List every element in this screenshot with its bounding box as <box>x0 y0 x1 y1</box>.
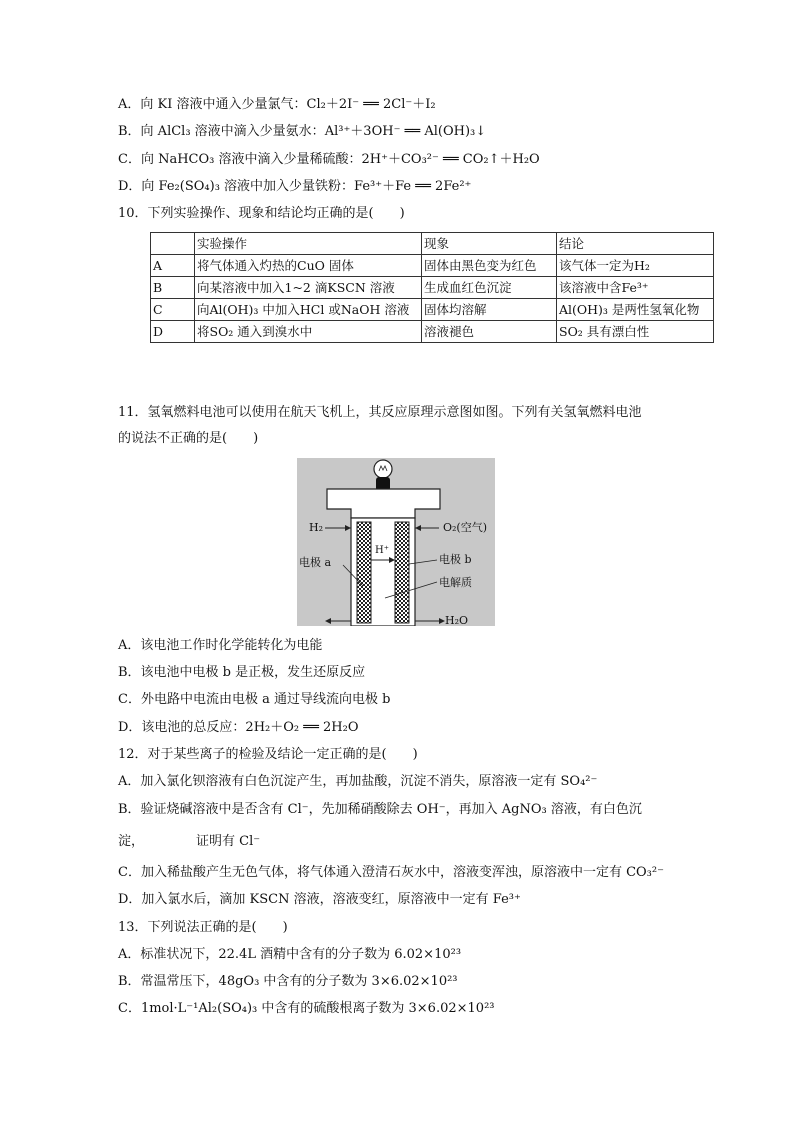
q13-stem: 13．下列说法正确的是( ) <box>118 920 288 935</box>
q11-stem-line1: 11．氢氧燃料电池可以使用在航天飞机上，其反应原理示意图如图。下列有关氢氧燃料电池 <box>118 405 642 420</box>
table-cell: 将SO₂ 通入到溴水中 <box>195 321 422 343</box>
table-header-cell: 实验操作 <box>195 233 422 255</box>
o2-label: O₂(空气) <box>443 521 488 534</box>
table-cell: 向Al(OH)₃ 中加入HCl 或NaOH 溶液 <box>195 299 422 321</box>
table-cell: 固体均溶解 <box>422 299 557 321</box>
electrode-b-label: 电极 b <box>439 553 472 566</box>
table-row <box>151 277 714 299</box>
q9-option-d <box>118 178 471 196</box>
table-cell: 该溶液中含Fe³⁺ <box>557 277 714 299</box>
table-cell: 生成血红色沉淀 <box>422 277 557 299</box>
q12-option-b-line1: B．验证烧碱溶液中是否含有 Cl⁻，先加稀硝酸除去 OH⁻，再加入 AgNO₃ 溶液，有白色沉 <box>118 802 642 817</box>
table-cell: 溶液褪色 <box>422 321 557 343</box>
q11-stem-line2: 的说法不正确的是( ) <box>118 431 259 446</box>
q10-experiment-table <box>150 232 714 343</box>
table-cell: A <box>151 255 195 277</box>
table-cell: Al(OH)₃ 是两性氢氧化物 <box>557 299 714 321</box>
table-header-cell <box>151 233 195 255</box>
table-cell: SO₂ 具有漂白性 <box>557 321 714 343</box>
table-cell: B <box>151 277 195 299</box>
q9-option-a-label: A．向 KI 溶液中通入少量氯气： <box>118 97 307 112</box>
electrolyte-label: 电解质 <box>439 576 472 589</box>
table-header-cell: 结论 <box>557 233 714 255</box>
q9-option-d-equation: Fe³⁺＋Fe ══ 2Fe²⁺ <box>354 179 472 194</box>
q9-option-c-equation: 2H⁺＋CO₃²⁻ ══ CO₂↑＋H₂O <box>361 152 540 167</box>
q9-option-a <box>118 96 436 114</box>
table-row <box>151 321 714 343</box>
table-cell: C <box>151 299 195 321</box>
table-cell: 该气体一定为H₂ <box>557 255 714 277</box>
table-cell: 向某溶液中加入1~2 滴KSCN 溶液 <box>195 277 422 299</box>
q13-option-b: B．常温常压下，48gO₃ 中含有的分子数为 3×6.02×10²³ <box>118 974 458 989</box>
q9-option-b-label: B．向 AlCl₃ 溶液中滴入少量氨水： <box>118 124 325 139</box>
q11-option-b: B．该电池中电极 b 是正极，发生还原反应 <box>118 665 366 680</box>
q12-option-b-line2-a: 淀， <box>118 834 145 849</box>
q12-option-a: A．加入氯化钡溶液有白色沉淀产生，再加盐酸，沉淀不消失，原溶液一定有 SO₄²⁻ <box>118 774 598 789</box>
q9-option-d-label: D．向 Fe₂(SO₄)₃ 溶液中加入少量铁粉： <box>118 179 355 194</box>
q12-option-b-line2 <box>118 833 260 851</box>
q9-option-c <box>118 151 540 169</box>
h2-label: H₂ <box>309 521 324 534</box>
q9-option-c-label: C．向 NaHCO₃ 溶液中滴入少量稀硫酸： <box>118 152 362 167</box>
fuel-cell-svg <box>297 458 495 626</box>
table-header-cell: 现象 <box>422 233 557 255</box>
table-header-row <box>151 233 714 255</box>
table-row <box>151 299 714 321</box>
fuel-cell-diagram <box>297 458 495 626</box>
q11-option-a: A．该电池工作时化学能转化为电能 <box>118 638 323 653</box>
q10-stem: 10．下列实验操作、现象和结论均正确的是( ) <box>118 206 405 221</box>
h2o-label: H₂O <box>445 614 469 626</box>
q9-option-b-equation: Al³⁺＋3OH⁻ ══ Al(OH)₃↓ <box>324 124 487 139</box>
q9-option-a-equation: Cl₂＋2I⁻ ══ 2Cl⁻＋I₂ <box>306 97 436 112</box>
bulb-icon <box>374 460 392 478</box>
electrode-b <box>395 522 409 623</box>
q9-option-b <box>118 123 486 141</box>
table-row <box>151 255 714 277</box>
table-cell: 固体由黑色变为红色 <box>422 255 557 277</box>
hplus-label: H⁺ <box>375 545 389 556</box>
electrode-a <box>357 522 371 623</box>
table-cell: D <box>151 321 195 343</box>
q12-option-d: D．加入氯水后，滴加 KSCN 溶液，溶液变红，原溶液中一定有 Fe³⁺ <box>118 892 521 907</box>
q13-option-a: A．标准状况下，22.4L 酒精中含有的分子数为 6.02×10²³ <box>118 947 462 962</box>
q12-stem: 12．对于某些离子的检验及结论一定正确的是( ) <box>118 747 418 762</box>
table-cell: 将气体通入灼热的CuO 固体 <box>195 255 422 277</box>
electrode-a-label: 电极 a <box>299 556 332 569</box>
q12-option-b-line2-b: 证明有 Cl⁻ <box>196 834 261 849</box>
q11-option-d: D．该电池的总反应：2H₂＋O₂ ══ 2H₂O <box>118 720 359 735</box>
q11-option-c: C．外电路中电流由电极 a 通过导线流向电极 b <box>118 692 391 707</box>
external-circuit <box>327 489 440 518</box>
q12-option-c: C．加入稀盐酸产生无色气体，将气体通入澄清石灰水中，溶液变浑浊，原溶液中一定有 CO₃²⁻ <box>118 865 664 880</box>
q13-option-c: C．1mol·L⁻¹Al₂(SO₄)₃ 中含有的硫酸根离子数为 3×6.02×10²³ <box>118 1001 495 1016</box>
